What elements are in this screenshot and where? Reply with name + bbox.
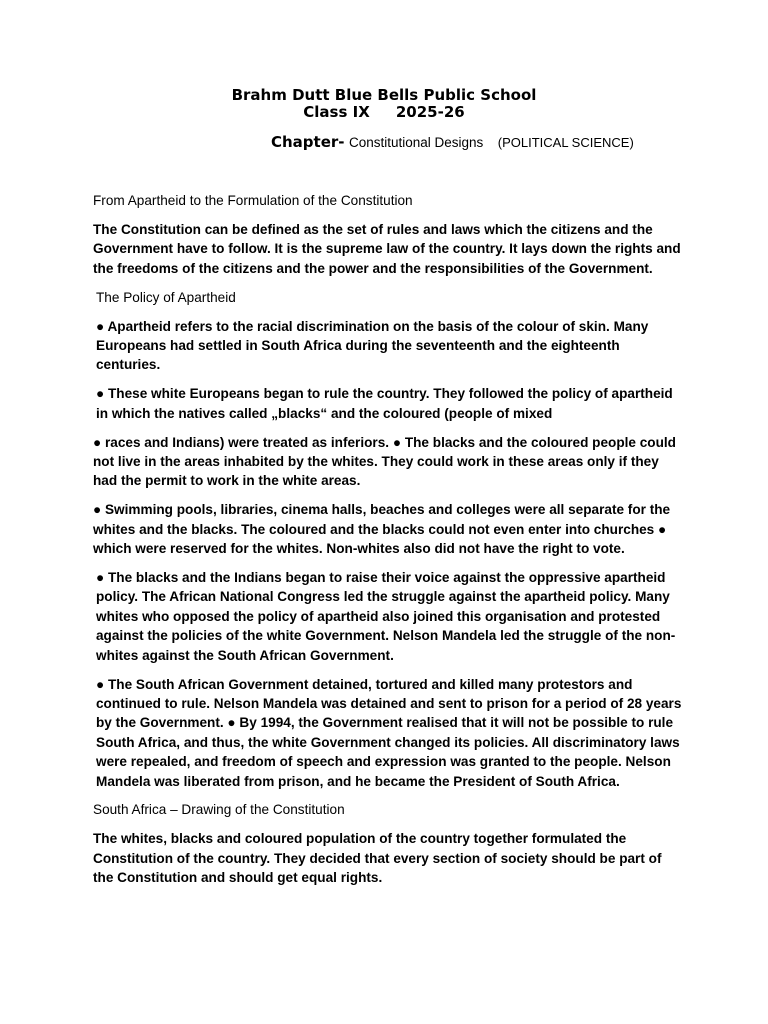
bullet-separate-facilities: ● Swimming pools, libraries, cinema halls, beaches and colleges were all separate for the whites and the blacks. The coloured and the blacks could not even enter into churches ● which were reserved for the whites. Non-whites also did not have the right to vote. — [93, 502, 671, 557]
bullet-white-europeans-rule: ● These white Europeans began to rule the country. They followed the policy of apartheid in which the natives called „blacks“ and the coloured (people of mixed — [96, 386, 673, 421]
section-heading-drawing-constitution: South Africa – Drawing of the Constitution — [93, 802, 345, 818]
chapter-name: Constitutional Designs — [348, 135, 484, 150]
bullet-apartheid-definition: ● Apartheid refers to the racial discrimination on the basis of the colour of skin. Many Europeans had settled in South Africa during the seventeenth and the eighteenth centuries. — [96, 318, 649, 373]
chapter-label: Chapter- — [271, 133, 345, 151]
bullet-anc-struggle: ● The blacks and the Indians began to raise their voice against the oppressive apartheid policy. The African National Congress led the struggle against the apartheid policy. Many whites who opposed the policy of apartheid also joined this organisation and protested against the policies of the white Government. Nelson Mandela led the struggle of the non-whites against the South African Government. — [96, 570, 676, 663]
class-and-session: Class IX 2025-26 — [303, 103, 465, 121]
paragraph-constitution-definition: The Constitution can be defined as the set of rules and laws which the citizens and the Government have to follow. It is the supreme law of the country. It lays down the rights and the freedoms of the citizens and the power and the responsibilities of the Government. — [93, 221, 681, 276]
bullet-races-inferiors: ● races and Indians) were treated as inferiors. ● The blacks and the coloured people could not live in the areas inhabited by the whites. They could work in these areas only if they had the permit to work in the white areas. — [93, 434, 676, 489]
document-body — [93, 191, 683, 897]
bullet-mandela-president: ● The South African Government detained, tortured and killed many protestors and continued to rule. Nelson Mandela was detained and sent to prison for a period of 28 years by the Government. ● By 1994, the Government realised that it will not be possible to rule South Africa, and thus, the white Government changed its policies. All discriminatory laws were repealed, and freedom of speech and expression was granted to the people. Nelson Mandela was liberated from prison, and he became the President of South Africa. — [96, 676, 682, 789]
section-heading-policy-of-apartheid: The Policy of Apartheid — [96, 289, 236, 305]
school-name: Brahm Dutt Blue Bells Public School — [231, 86, 537, 104]
section-heading-apartheid-to-constitution: From Apartheid to the Formulation of the Constitution — [93, 193, 413, 208]
chapter-title-line — [271, 133, 634, 152]
paragraph-constitution-formulation: The whites, blacks and coloured population of the country together formulated the Constitution of the country. They decided that every section of society should be part of the Constitution and should get equal rights. — [93, 831, 662, 886]
subject-name: (POLITICAL SCIENCE) — [497, 135, 634, 150]
